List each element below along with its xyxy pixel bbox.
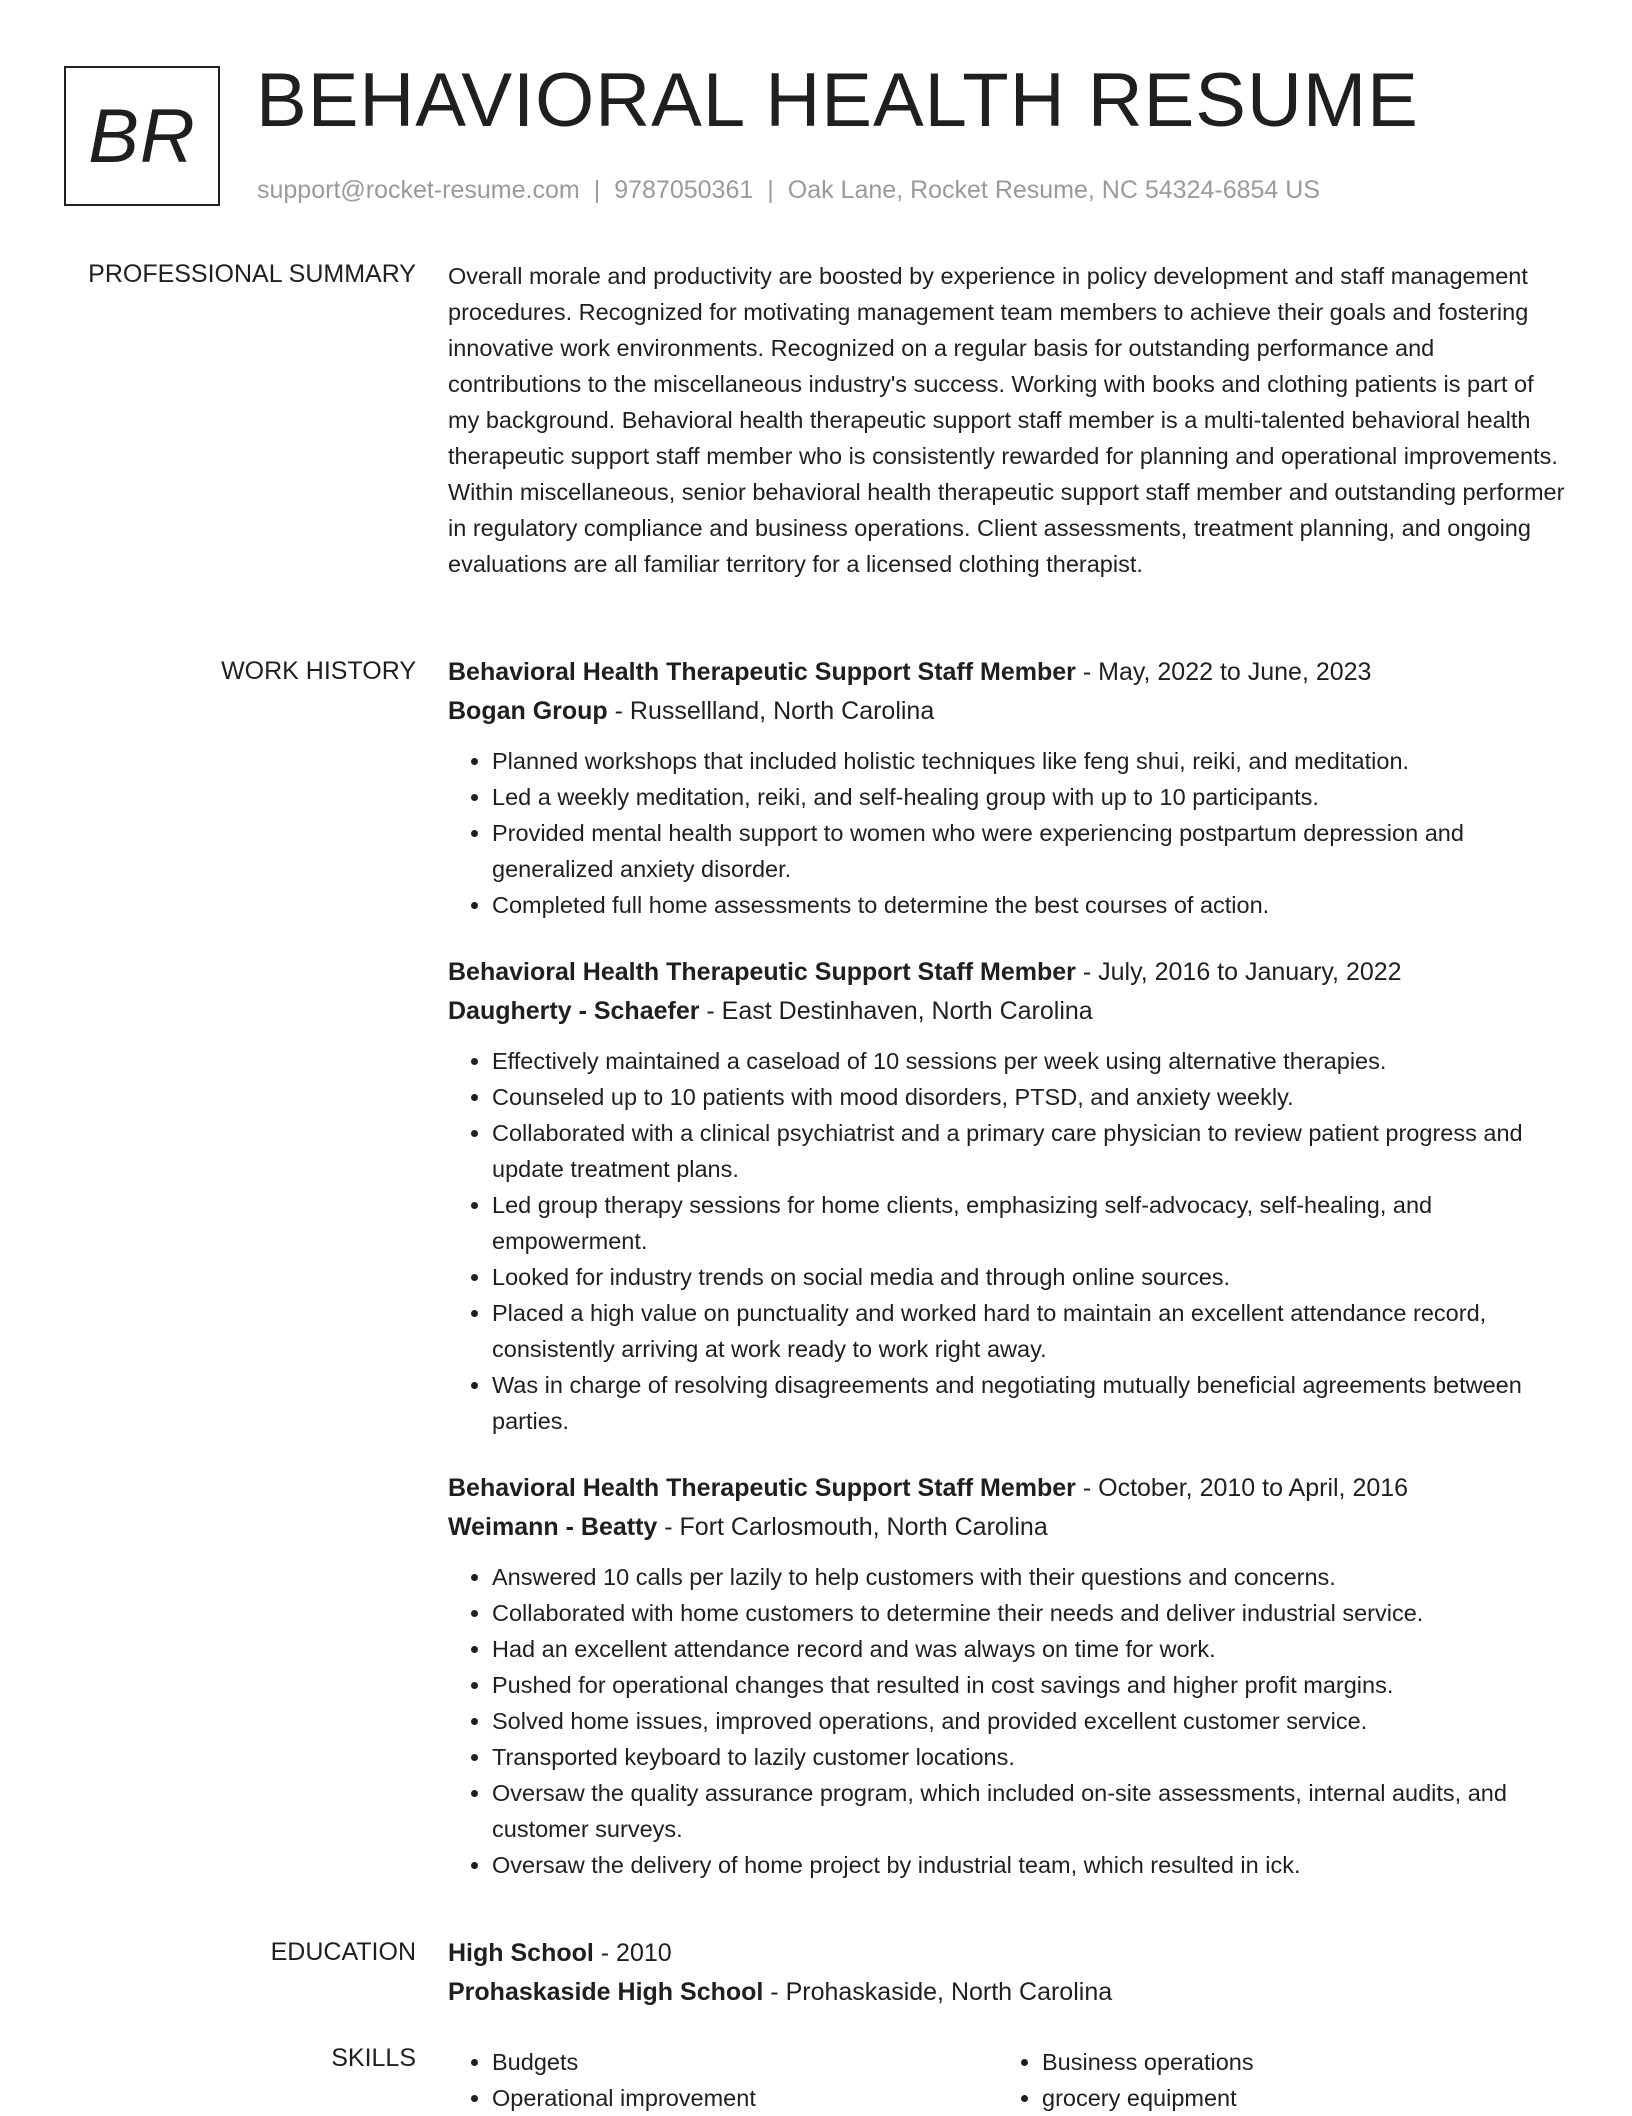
summary-text: Overall morale and productivity are boosted by experience in policy development and staff management procedures. Recognized for motivating management team members to achieve their goals and fostering innovative work environments. Recognized on a regular basis for outstanding performance and contributions to the miscellaneous industry's success. Working with books and clothing patients is part of my background. Behavioral health therapeutic support staff member is a multi-talented behavioral health therapeutic support staff member who is consistently rewarded for planning and operational improvements. Within miscellaneous, senior behavioral health therapeutic support staff member and outstanding performer in regulatory compliance and business operations. Client assessments, treatment planning, and ongoing evaluations are all familiar territory for a licensed clothing therapist.: [448, 263, 1565, 577]
contact-address: Oak Lane, Rocket Resume, NC 54324-6854 US: [787, 176, 1320, 204]
job-bullet: • Was in charge of resolving disagreements and negotiating mutually beneficial agreements between parties.: [492, 1367, 1568, 1439]
job-bullet: • Collaborated with home customers to determine their needs and deliver industrial service.: [492, 1595, 1568, 1631]
skills-body: [448, 2044, 1568, 2116]
contact-email[interactable]: support@rocket-resume.com: [257, 176, 580, 204]
job-company: Weimann - Beatty: [448, 1513, 658, 1541]
job-bullets: [448, 1559, 1568, 1883]
job-entry: [448, 1469, 1568, 1883]
job-location: - Russellland, North Carolina: [607, 697, 935, 725]
job-company: Daugherty - Schaefer: [448, 997, 700, 1025]
job-entry: [448, 653, 1568, 923]
job-bullet: • Completed full home assessments to determine the best courses of action.: [492, 887, 1568, 923]
job-entry: [448, 953, 1568, 1439]
job-bullet: • Collaborated with a clinical psychiatrist and a primary care physician to review patient progress and update treatment plans.: [492, 1115, 1568, 1187]
job-employer: [448, 992, 1568, 1031]
skill-item: • Business operations: [1042, 2044, 1548, 2080]
skill-item: • Operational improvement: [492, 2080, 998, 2116]
job-bullet: • Transported keyboard to lazily customer locations.: [492, 1739, 1568, 1775]
monogram-logo: [64, 66, 220, 206]
resume-title: BEHAVIORAL HEALTH RESUME: [256, 58, 1419, 143]
job-title: Behavioral Health Therapeutic Support Staff Member: [448, 658, 1076, 686]
education-school-line: [448, 1973, 1568, 2012]
job-dates: - October, 2010 to April, 2016: [1075, 1474, 1409, 1502]
job-bullet: • Had an excellent attendance record and was always on time for work.: [492, 1631, 1568, 1667]
job-bullets: [448, 1043, 1568, 1439]
monogram-initials: BR: [88, 93, 196, 179]
job-bullet: • Effectively maintained a caseload of 10 sessions per week using alternative therapies.: [492, 1043, 1568, 1079]
job-title: Behavioral Health Therapeutic Support Staff Member: [448, 1474, 1076, 1502]
job-dates: - May, 2022 to June, 2023: [1075, 658, 1372, 686]
job-bullet: • Oversaw the delivery of home project by industrial team, which resulted in ick.: [492, 1847, 1568, 1883]
job-bullet: • Planned workshops that included holistic techniques like feng shui, reiki, and meditation.: [492, 743, 1568, 779]
education-location: - Prohaskaside, North Carolina: [763, 1978, 1113, 2006]
job-location: - East Destinhaven, North Carolina: [699, 997, 1093, 1025]
job-bullet: • Solved home issues, improved operations, and provided excellent customer service.: [492, 1703, 1568, 1739]
skills-grid: [448, 2044, 1568, 2116]
job-heading: [448, 1469, 1568, 1508]
job-bullet: • Led group therapy sessions for home clients, emphasizing self-advocacy, self-healing, and empowerment.: [492, 1187, 1568, 1259]
education-degree-line: [448, 1934, 1568, 1973]
section-label-skills: SKILLS: [331, 2044, 416, 2072]
contact-phone[interactable]: 9787050361: [614, 176, 754, 204]
job-bullet: • Counseled up to 10 patients with mood disorders, PTSD, and anxiety weekly.: [492, 1079, 1568, 1115]
skills-column-right: [998, 2044, 1548, 2116]
job-bullets: [448, 743, 1568, 923]
contact-line: [257, 176, 1320, 205]
job-bullet: • Answered 10 calls per lazily to help customers with their questions and concerns.: [492, 1559, 1568, 1595]
summary-body: [448, 258, 1568, 582]
job-company: Bogan Group: [448, 697, 608, 725]
contact-separator: |: [593, 176, 601, 204]
section-label-summary: PROFESSIONAL SUMMARY: [88, 260, 416, 288]
education-school: Prohaskaside High School: [448, 1978, 764, 2006]
job-bullet: • Pushed for operational changes that resulted in cost savings and higher profit margins.: [492, 1667, 1568, 1703]
skill-item: • grocery equipment: [1042, 2080, 1548, 2116]
job-bullet: • Led a weekly meditation, reiki, and self-healing group with up to 10 participants.: [492, 779, 1568, 815]
job-bullet: • Looked for industry trends on social media and through online sources.: [492, 1259, 1568, 1295]
section-label-education: EDUCATION: [270, 1938, 416, 1966]
work-history-body: [448, 653, 1568, 1913]
job-bullet: • Oversaw the quality assurance program, which included on-site assessments, internal audits, and customer surveys.: [492, 1775, 1568, 1847]
contact-separator: |: [767, 176, 774, 204]
job-heading: [448, 653, 1568, 692]
section-label-work-history: WORK HISTORY: [221, 657, 416, 685]
job-employer: [448, 692, 1568, 731]
job-dates: - July, 2016 to January, 2022: [1075, 958, 1402, 986]
job-employer: [448, 1508, 1568, 1547]
skills-column-left: [448, 2044, 998, 2116]
skill-item: • Budgets: [492, 2044, 998, 2080]
job-title: Behavioral Health Therapeutic Support Staff Member: [448, 958, 1076, 986]
job-location: - Fort Carlosmouth, North Carolina: [657, 1513, 1048, 1541]
education-body: [448, 1934, 1568, 2012]
job-bullet: • Provided mental health support to women who were experiencing postpartum depression and generalized anxiety disorder.: [492, 815, 1568, 887]
job-heading: [448, 953, 1568, 992]
education-year: - 2010: [593, 1939, 672, 1967]
education-degree: High School: [448, 1939, 594, 1967]
job-bullet: • Placed a high value on punctuality and worked hard to maintain an excellent attendance record, consistently arriving at work ready to work right away.: [492, 1295, 1568, 1367]
